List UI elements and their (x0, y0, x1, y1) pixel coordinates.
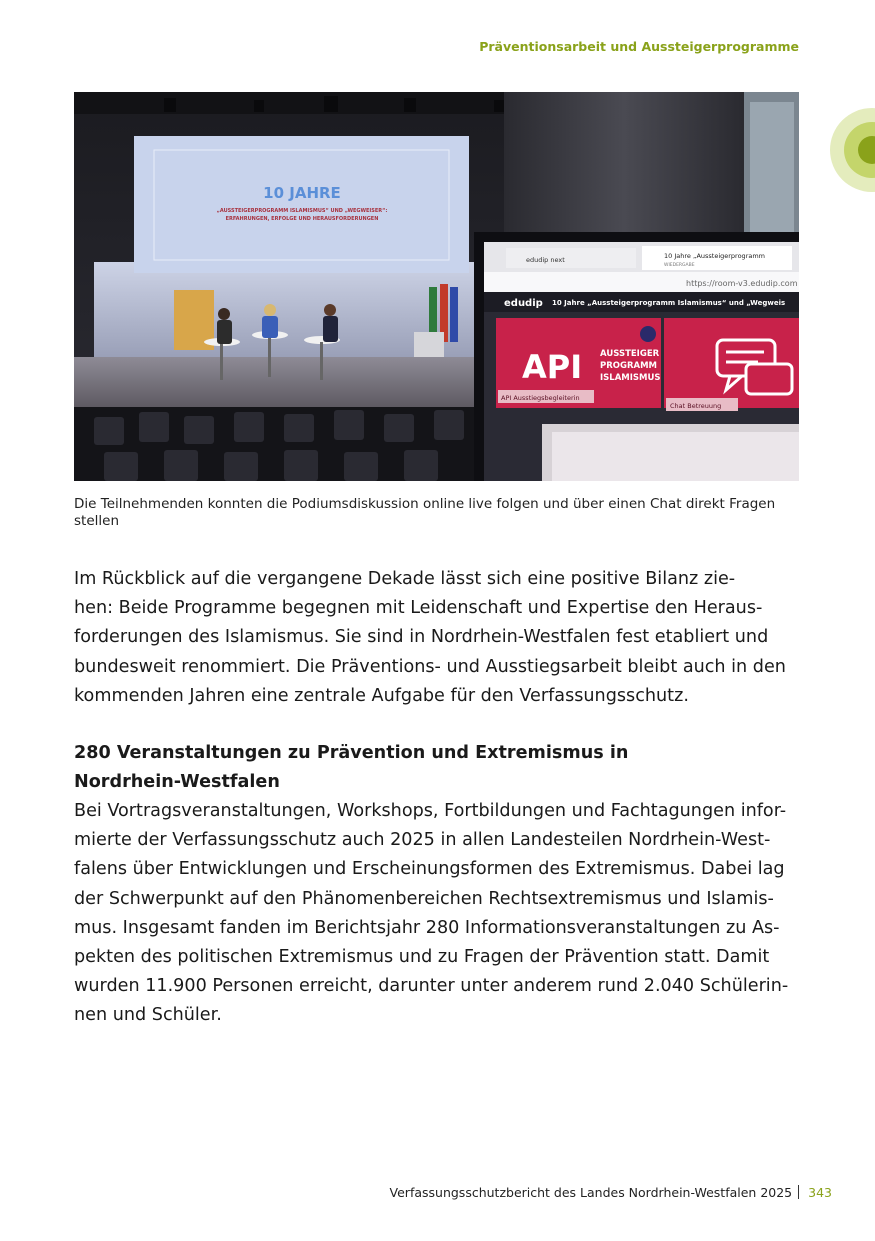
heading-line: Nordrhein-Westfalen (74, 772, 280, 793)
chapter-marker (830, 108, 875, 192)
paragraph-2 (74, 797, 814, 1031)
projection-title: 10 JAHRE (263, 184, 341, 202)
browser-url: https://room-v3.edudip.com (686, 279, 798, 288)
app-title: 10 Jahre „Aussteigerprogramm Islamismus“ und „Wegweis (552, 299, 786, 307)
paragraph-1 (74, 565, 814, 711)
paragraph-line: Bei Vortragsveranstaltungen, Workshops, Fortbildungen und Fachtagungen infor- (74, 801, 787, 821)
photo-caption: Die Teilnehmenden konnten die Podiumsdiskussion online live folgen und über einen Chat direkt Fragen stellen (74, 496, 776, 529)
projection-subtitle-2: ERFAHRUNGEN, ERFOLGE UND HERAUSFORDERUNGEN (225, 216, 379, 222)
paragraph-line: nen und Schüler. (74, 1005, 222, 1026)
tile2-label: Chat Betreuung (670, 402, 722, 410)
heading-line: 280 Veranstaltungen zu Prävention und Extremismus in (74, 743, 629, 763)
page-number: 343 (808, 1185, 832, 1200)
paragraph-line: mus. Insgesamt fanden im Berichtsjahr 280 Informationsveranstaltungen zu As- (74, 917, 780, 938)
api-line-3: ISLAMISMUS (600, 373, 661, 383)
browser-tab-1: edudip next (526, 256, 565, 264)
api-logo: API (522, 348, 583, 386)
browser-tab-2: 10 Jahre „Aussteigerprogramm (664, 252, 766, 260)
page-footer (390, 1185, 832, 1200)
tile1-label: API Ausstiegsbegleiterin (501, 394, 580, 402)
paragraph-line: hen: Beide Programme begegnen mit Leidenschaft und Expertise den Heraus- (74, 598, 763, 619)
paragraph-line: kommenden Jahren eine zentrale Aufgabe für den Verfassungsschutz. (74, 685, 689, 706)
paragraph-line: der Schwerpunkt auf den Phänomenbereichen Rechtsextremismus und Islamis- (74, 888, 774, 909)
paragraph-line: pekten des politischen Extremismus und zu Fragen der Prävention statt. Damit (74, 947, 770, 968)
paragraph-line: mierte der Verfassungsschutz auch 2025 in allen Landesteilen Nordrhein-West- (74, 830, 771, 851)
api-line-2: PROGRAMM (600, 361, 658, 371)
app-brand: edudip (504, 298, 543, 309)
footer-separator (798, 1185, 799, 1199)
paragraph-line: bundesweit renommiert. Die Präventions- und Ausstiegsarbeit bleibt auch in den (74, 656, 786, 677)
paragraph-line: Im Rückblick auf die vergangene Dekade lässt sich eine positive Bilanz zie- (74, 569, 736, 589)
paragraph-line: forderungen des Islamismus. Sie sind in Nordrhein-Westfalen fest etabliert und (74, 627, 769, 648)
section-heading (74, 739, 814, 797)
paragraph-line: wurden 11.900 Personen erreicht, darunter unter anderem rund 2.040 Schülerin- (74, 976, 789, 997)
api-line-1: AUSSTEIGER (600, 349, 660, 359)
running-head: Präventionsarbeit und Aussteigerprogramme (479, 39, 799, 54)
browser-tab-2-sub: WIEDERGABE (664, 263, 695, 268)
projection-subtitle-1: „AUSSTEIGERPROGRAMM ISLAMISMUS“ UND „WEGWEISER“: (216, 208, 388, 214)
event-photo (74, 92, 799, 481)
paragraph-line: falens über Entwicklungen und Erscheinungsformen des Extremismus. Dabei lag (74, 859, 785, 880)
footer-title: Verfassungsschutzbericht des Landes Nordrhein-Westfalen 2025 (389, 1185, 793, 1200)
